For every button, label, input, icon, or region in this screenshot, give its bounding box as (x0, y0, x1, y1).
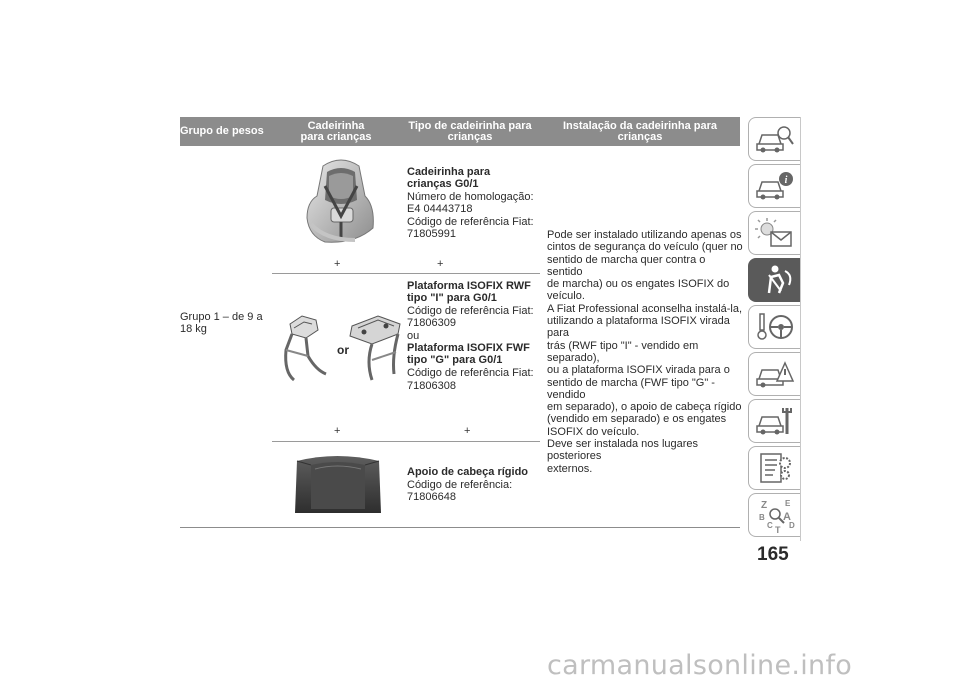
document-gear-icon (755, 451, 795, 485)
weight-group-label: Grupo 1 – de 9 a 18 kg (180, 311, 263, 336)
platform-fwf-ref-label: Código de referência Fiat: (407, 367, 534, 379)
car-wrench-icon (755, 404, 795, 438)
seat-title: Cadeirinha para crianças G0/1 (407, 166, 491, 191)
header-installation: Instalação da cadeirinha para crianças (540, 117, 740, 146)
page-number: 165 (757, 544, 789, 565)
rigid-headrest-image (293, 453, 383, 515)
watermark: carmanualsonline.info (547, 650, 853, 681)
svg-text:B: B (758, 513, 765, 522)
installation-line: Deve ser instalada nos lugares posteriores (547, 438, 699, 463)
header-child-seat: Cadeirinha para crianças (272, 117, 400, 146)
table-bottom-rule (180, 527, 740, 528)
installation-line: em separado), o apoio de cabeça rígido (547, 401, 742, 414)
tab-index[interactable] (748, 493, 800, 537)
svg-text:D: D (788, 521, 795, 530)
header-weight-group: Grupo de pesos (180, 117, 272, 146)
platform-rwf-title: Plataforma ISOFIX RWF tipo "I" para G0/1 (407, 280, 531, 305)
installation-line: sentido de marcha quer contra o sentido (547, 253, 706, 278)
installation-line: de marcha) ou os engates ISOFIX do (547, 278, 730, 291)
plus-sign: + (334, 425, 341, 437)
row-divider (272, 273, 540, 274)
installation-line: trás (RWF tipo "I" - vendido em separado), (547, 339, 699, 364)
plus-sign: + (334, 258, 341, 270)
platform-fwf-ref: 71806308 (407, 380, 456, 392)
svg-text:E: E (784, 499, 790, 508)
installation-text (547, 229, 743, 475)
installation-line: veículo. (547, 290, 585, 303)
tab-car-info[interactable] (748, 164, 800, 208)
platform-or-text: ou (407, 330, 420, 342)
seat-approval-number: E4 04443718 (407, 203, 473, 215)
installation-line: sentido de marcha (FWF tipo "G" - vendido (547, 376, 715, 401)
row-divider (272, 441, 540, 442)
tab-technical-data[interactable] (748, 446, 800, 490)
headrest-ref: 71806648 (407, 491, 456, 503)
key-steering-wheel-icon (755, 310, 795, 344)
car-warning-triangle-icon (755, 357, 795, 391)
installation-line: (vendido em separado) e os engates (547, 413, 727, 426)
child-seat-image (295, 156, 387, 248)
header-seat-type: Tipo de cadeirinha para crianças (400, 117, 540, 146)
isofix-fwf-platform-image (344, 312, 408, 384)
alphabetical-index-icon (755, 496, 795, 534)
seat-ref-label: Código de referência Fiat: (407, 216, 534, 228)
tab-starting-driving[interactable] (748, 305, 800, 349)
installation-line: Pode ser instalado utilizando apenas os (547, 229, 742, 241)
installation-line: externos. (547, 462, 593, 475)
platform-rwf-ref-label: Código de referência Fiat: (407, 305, 534, 317)
tab-strip-border (800, 117, 801, 541)
svg-text:Z: Z (760, 500, 767, 511)
tab-maintenance[interactable] (748, 399, 800, 443)
car-info-icon (755, 169, 795, 203)
tab-warning-lights[interactable] (748, 211, 800, 255)
warning-light-mail-icon (755, 216, 795, 250)
car-search-icon (755, 122, 795, 156)
seat-approval-label: Número de homologação: (407, 191, 534, 203)
platform-rwf-ref: 71806309 (407, 317, 456, 329)
headrest-title: Apoio de cabeça rígido (407, 466, 529, 478)
tab-emergency[interactable] (748, 352, 800, 396)
svg-text:A: A (782, 511, 791, 523)
plus-sign: + (464, 425, 471, 437)
installation-line: utilizando a plataforma ISOFIX virada para (547, 315, 730, 340)
installation-line: cintos de segurança do veículo (quer no (547, 241, 743, 254)
headrest-ref-label: Código de referência: (407, 479, 513, 491)
installation-line: ISOFIX do veículo. (547, 425, 640, 438)
installation-line: A Fiat Professional aconselha instalá-la, (547, 302, 743, 315)
tab-car-search[interactable] (748, 117, 800, 161)
svg-text:T: T (774, 525, 780, 534)
isofix-rwf-platform-image (280, 310, 332, 386)
seat-ref-number: 71805991 (407, 228, 456, 240)
seatbelt-airbag-icon (755, 263, 795, 297)
installation-line: ou a plataforma ISOFIX virada para o (547, 364, 730, 377)
svg-text:i: i (784, 175, 787, 186)
tab-safety[interactable] (748, 258, 800, 302)
plus-sign: + (437, 258, 444, 270)
or-label: or (337, 343, 349, 357)
platform-fwf-title: Plataforma ISOFIX FWF tipo "G" para G0/1 (407, 342, 530, 367)
svg-text:C: C (766, 521, 773, 530)
